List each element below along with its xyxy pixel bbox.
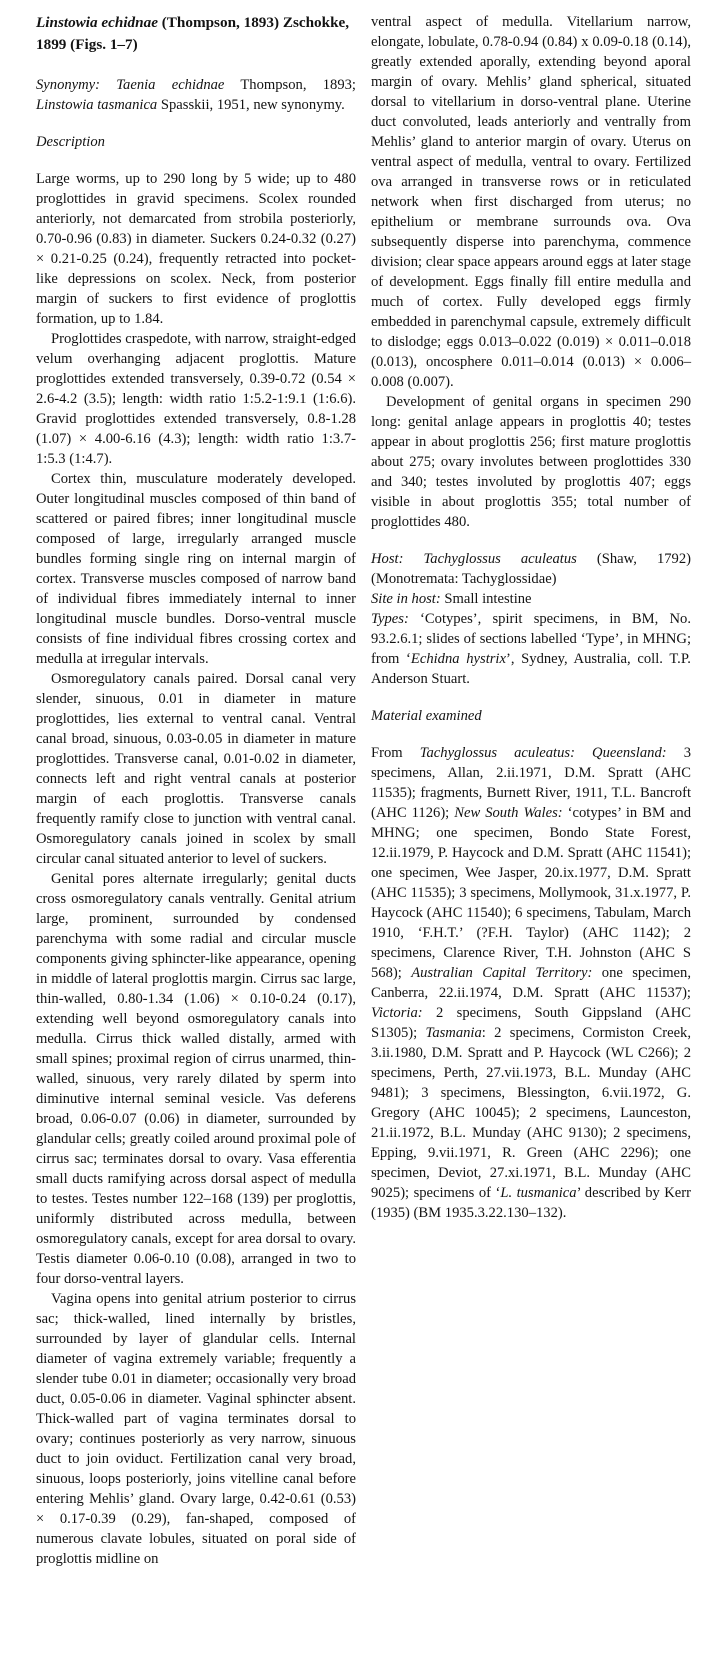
paragraph	[371, 12, 695, 392]
text-run: Echidna hystrix	[410, 651, 506, 667]
paragraph	[371, 743, 695, 1223]
text-run: 2 specimens, South Gippsland (AHC S1305);	[371, 1005, 695, 1041]
text-run: ‘Cotypes’, spirit specimens, in BM, No. 93.2.6.1; slides of sections labelled ‘Type’, in MHNG; from ‘	[371, 611, 695, 667]
text-run: Linstowia echidnae	[36, 14, 158, 31]
text-run: Spasskii, 1951, new synonymy.	[157, 97, 345, 113]
text-run: Vagina opens into genital atrium posterior to cirrus sac; thick-walled, lined internally by bristles, surrounded by layer of glandular cells. Internal diameter of vagina extremely variable; frequently a slender tube 0.01 in diameter; occasionally very broad duct, 0.05-0.06 in diameter. Vaginal sphincter absent. Thick-walled part of vagina terminates dorsal to ovary; continues posteriorly as very narrow, sinuous duct to join oviduct. Fertilization canal very broad, sinuous, loops posteriorly, joins vitelline canal before entering Mehlis’ gland. Ovary large, 0.42-0.61 (0.53) × 0.17-0.39 (0.29), fan-shaped, composed of numerous clavate lobules, situated on poral side of proglottis midline on	[36, 1291, 360, 1567]
paragraph	[36, 169, 360, 329]
host-data-line	[371, 589, 691, 609]
text-run: Tasmania	[425, 1025, 482, 1041]
text-run: (Shaw, 1792) (Monotremata: Tachyglossidae)	[371, 551, 695, 587]
two-column-layout	[36, 12, 695, 1569]
text-run: (Thompson, 1893) Zschokke, 1899 (Figs. 1–7)	[36, 14, 353, 53]
text-run: Cortex thin, musculature moderately developed. Outer longitudinal muscles composed of thin band of scattered or paired fibres; inner longitudinal muscle composed of large, irregularly arranged muscle bundles forming single ring on internal margin of cortex. Transverse muscles composed of narrow band of individual fibres immediately internal to inner longitudinal muscle bundles. Dorso-ventral muscle consists of fine individual fibres crossing cortex and medulla at irregular intervals.	[36, 471, 360, 667]
synonymy-paragraph	[36, 75, 360, 115]
text-run: Site in host:	[371, 591, 441, 607]
paragraph	[36, 329, 360, 469]
text-run: New South Wales:	[454, 805, 563, 821]
text-run: Host: Tachyglossus aculeatus	[371, 551, 577, 567]
text-run: Development of genital organs in specimen 290 long: genital anlage appears in proglottis 40; testes appear in about proglottis 256; first mature proglottis about 275; ovary involutes between proglottides 330 and 340; testes involuted by proglottis 407; eggs visible in about proglottis 355; total number of proglottides 480.	[371, 394, 695, 530]
paragraph	[36, 669, 360, 869]
text-run: ‘cotypes’ in BM and MHNG; one specimen, Bondo State Forest, 12.ii.1979, P. Haycock and D.M. Spratt (AHC 11541); one specimen, Wee Jasper, 20.ix.1977, D.M. Spratt (AHC 11535); 3 specimens, Mollymook, 31.x.1977, P. Haycock (AHC 11540); 6 specimens, Tabulam, March 1910, ‘F.H.T.’ (?F.H. Taylor) (AHC 1142); 2 specimens, Clarence River, T.H. Johnston (AHC S 568);	[371, 805, 695, 981]
section-heading	[371, 706, 691, 726]
text-run: Small intestine	[440, 591, 532, 607]
text-run: Proglottides craspedote, with narrow, straight-edged velum overhanging adjacent proglottis. Mature proglottides extended transversely, 0.39-0.72 (0.54 × 2.6-4.2 (3.5); length: width ratio 1:5.2-1:9.1 (1:6.6). Gravid proglottides extended transversely, 0.8-1.28 (1.07) × 4.00-6.16 (4.3); length: width ratio 1:3.7-1:5.3 (1:4.7).	[36, 331, 360, 467]
host-data-line	[371, 549, 695, 589]
text-run: Thompson, 1893;	[224, 77, 360, 93]
paragraph	[36, 869, 360, 1289]
text-run: From	[371, 745, 420, 761]
text-run: ventral aspect of medulla. Vitellarium narrow, elongate, lobulate, 0.78-0.94 (0.84) x 0.09-0.18 (0.14), greatly extended aporally, extending beyond aporal margin of ovary. Mehlis’ gland spherical, situated dorsal to vitellarium in dorso-ventral plane. Uterine duct convoluted, leads anteriorly and ventrally from Mehlis’ gland to anterior margin of ovary. Uterus on ventral aspect of medulla, ventral to ovary. Fertilized ova arranged in transverse rows or in reticulated network when first discharged from uterus; no epithelium or membrane surrounds ova. Ova subsequently disperse into parenchyma, commence division; clear space appears around eggs at later stage of development. Eggs finally fill entire medulla and much of cortex. Fully developed eggs firmly embedded in parenchymal capsule, extremely difficult to dislodge; eggs 0.013–0.022 (0.019) × 0.011–0.018 (0.013), oncosphere 0.011–0.014 (0.013) × 0.006–0.008 (0.007).	[371, 14, 695, 390]
paragraph	[371, 392, 695, 532]
text-run: Types:	[371, 611, 409, 627]
article-title	[36, 12, 356, 55]
text-run: Large worms, up to 290 long by 5 wide; up to 480 proglottides in gravid specimens. Scolex rounded anteriorly, not demarcated from strobila posteriorly, 0.70-0.96 (0.83) in diameter. Suckers 0.24-0.32 (0.27) × 0.21-0.25 (0.24), frequently retracted into pocket-like depressions on scolex. Neck, from posterior margin of suckers to first evidence of proglottis formation, up to 1.84.	[36, 171, 360, 327]
host-data-line	[371, 609, 695, 689]
left-column	[36, 12, 360, 1569]
right-column	[371, 12, 695, 1569]
text-run: Description	[36, 134, 105, 150]
text-run: 3 specimens, Allan, 2.ii.1971, D.M. Spratt (AHC 11535); fragments, Burnett River, 1911, T.L. Bancroft (AHC 1126);	[371, 745, 695, 821]
text-run: Linstowia tasmanica	[36, 97, 158, 113]
text-run: : 2 specimens, Cormiston Creek, 3.ii.1980, D.M. Spratt and P. Haycock (WL C266); 2 specimens, Perth, 27.vii.1973, B.L. Munday (AHC 9481); 3 specimens, Blessington, 6.vii.1972, G. Gregory (AHC 10045); 2 specimens, Launceston, 21.ii.1972, B.L. Munday (AHC 9130); 2 specimens, Epping, 9.vii.1971, R. Green (AHC 2296); one specimen, Deviot, 27.xi.1971, B.L. Munday (AHC 9025); specimens of ‘	[371, 1025, 695, 1201]
text-run: Australian Capital Territory:	[411, 965, 593, 981]
paragraph	[36, 469, 360, 669]
text-run: Osmoregulatory canals paired. Dorsal canal very slender, sinuous, 0.01 in diameter in mature proglottides, lies external to ventral canal. Ventral canal broad, sinuous, 0.03-0.05 in diameter in mature proglottides. Transverse canal, 0.01-0.02 in diameter, connects left and right ventral canals at posterior margin of each proglottis. Transverse canals frequently ramify close to junction with ventral canal. Osmoregulatory canals joined in scolex by small circular canal situated anterior to level of suckers.	[36, 671, 360, 867]
section-heading	[36, 132, 356, 152]
text-run: L. tusmanica	[500, 1185, 577, 1201]
text-run: Genital pores alternate irregularly; genital ducts cross osmoregulatory canals ventrally. Genital atrium large, prominent, surrounded by condensed parenchyma with some radial and circular muscle components giving sphincter-like appearance, opening in middle of lateral proglottis margin. Cirrus sac large, thin-walled, 0.80-1.34 (1.06) × 0.10-0.24 (0.17), extending well beyond osmoregulatory canals into medulla. Cirrus thick walled distally, armed with small spines; proximal region of cirrus unarmed, thin-walled, sinuous, very rarely dilated by sperm into diminutive internal seminal vesicle. Vas deferens broad, 0.06-0.07 (0.06) in diameter, surrounded by glandular cells; greatly coiled around proximal pole of cirrus sac; terminates dorsal to ovary. Vasa efferentia small ducts ramifying across dorsal aspect of medulla to testes. Testes number 122–168 (139) per proglottis, uniformly distributed across medulla, between osmoregulatory canals, except for area dorsal to ovary. Testis diameter 0.06-0.10 (0.08), arranged in two to four dorso-ventral layers.	[36, 871, 360, 1287]
text-run: one specimen, Canberra, 22.ii.1974, D.M. Spratt (AHC 11537);	[371, 965, 695, 1001]
text-run: Synonymy: Taenia echidnae	[36, 77, 225, 93]
text-run: Material examined	[371, 708, 482, 724]
text-run: Victoria:	[371, 1005, 423, 1021]
paragraph	[36, 1289, 360, 1569]
text-run: ’ described by Kerr (1935) (BM 1935.3.22.130–132).	[371, 1185, 695, 1221]
text-run: Tachyglossus aculeatus: Queensland:	[419, 745, 667, 761]
text-run: ’, Sydney, Australia, coll. T.P. Anderson Stuart.	[371, 651, 694, 687]
